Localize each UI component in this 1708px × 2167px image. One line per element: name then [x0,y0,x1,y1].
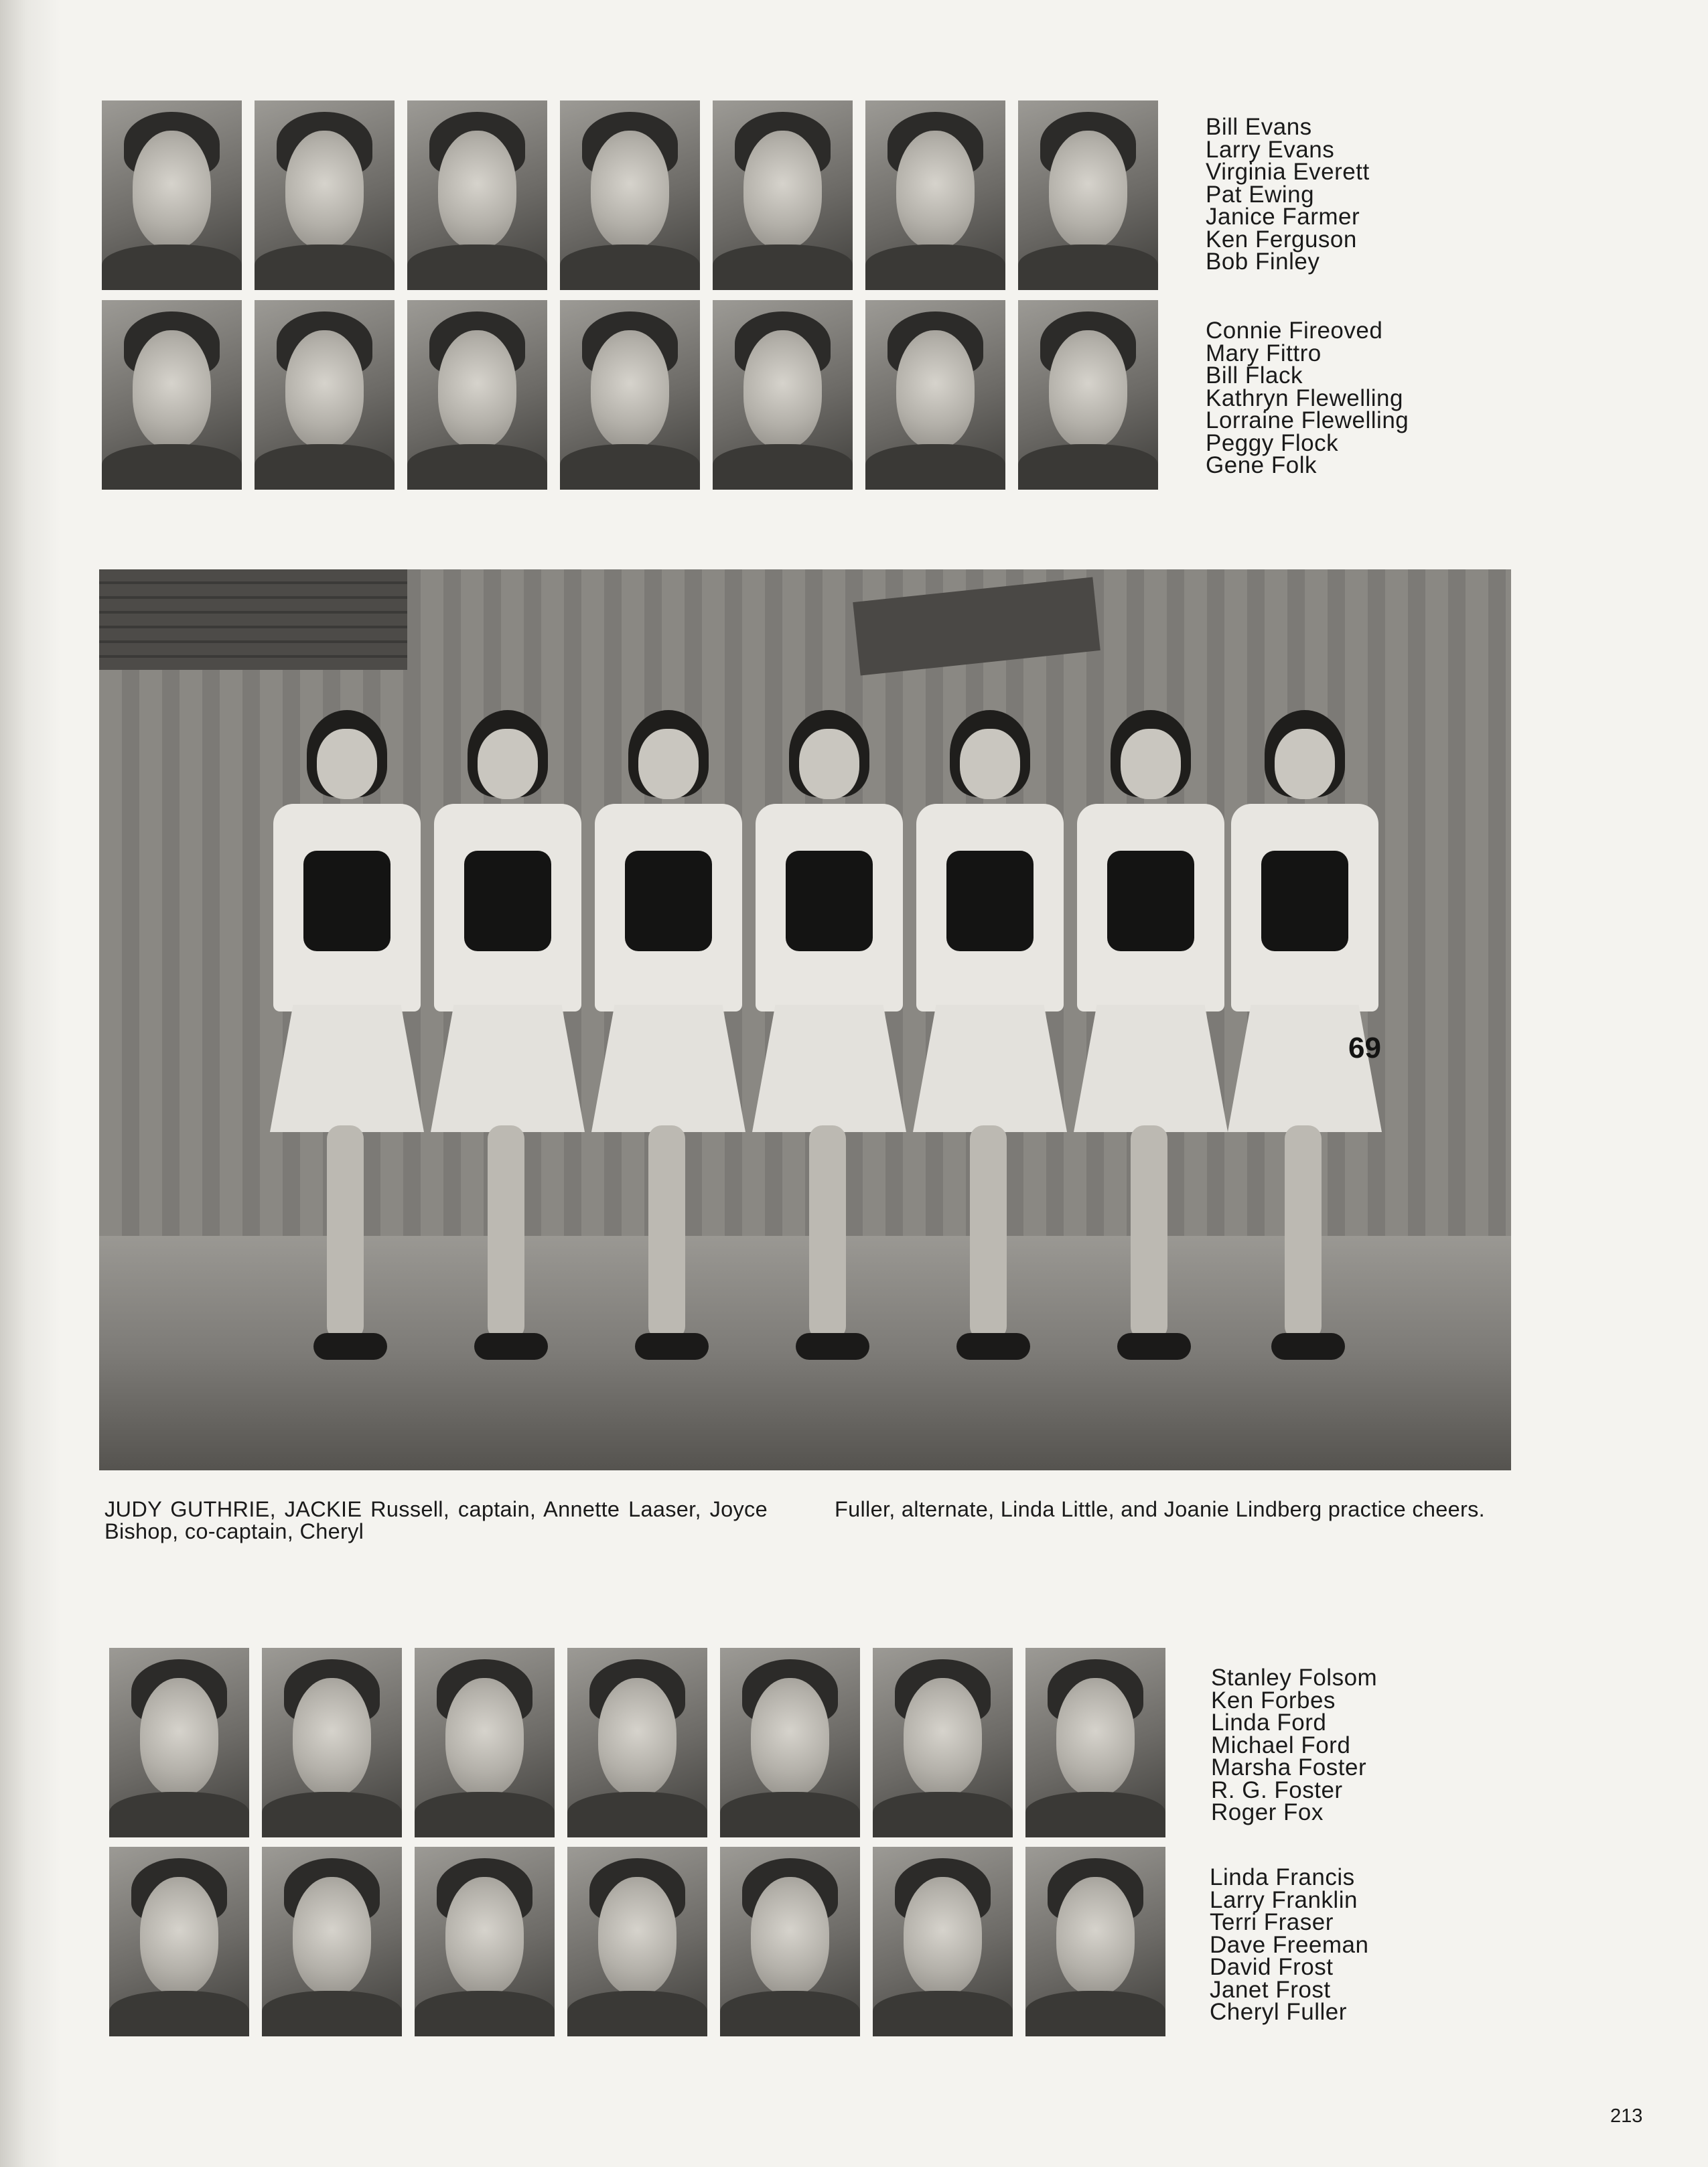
name-list-bottom-2 [1210,1866,1368,2024]
student-name: Connie Fireoved [1206,318,1383,344]
student-name: Ken Forbes [1211,1687,1336,1714]
portrait-photo [415,1847,555,2036]
student-name: Larry Franklin [1210,1886,1358,1913]
student-name: Bob Finley [1206,249,1320,275]
cheerleader-figure [267,710,421,1380]
student-name: Michael Ford [1211,1732,1351,1758]
portrait-row-top-2 [102,300,1158,490]
student-name: Gene Folk [1206,452,1317,478]
student-name: Linda Ford [1211,1709,1327,1736]
portrait-photo [407,100,547,290]
cheerleader-figure [1224,710,1381,1380]
portrait-photo [102,300,242,490]
student-name: Dave Freeman [1210,1931,1369,1958]
portrait-photo [407,300,547,490]
portrait-photo [415,1648,555,1837]
name-list-top-2 [1206,320,1409,477]
portrait-photo [1018,100,1158,290]
portrait-photo [109,1648,249,1837]
student-name: R. G. Foster [1211,1776,1343,1803]
student-name: Roger Fox [1211,1799,1324,1825]
portrait-photo [255,300,395,490]
portrait-row-bottom-1 [109,1648,1165,1837]
page-number: 213 [1610,2105,1643,2127]
student-name: Larry Evans [1206,136,1335,163]
portrait-photo [262,1648,402,1837]
name-list-bottom-1 [1211,1667,1377,1824]
portrait-photo [567,1648,707,1837]
student-name: Lorraine Flewelling [1206,407,1409,433]
cheerleader-figure [588,710,742,1380]
student-name: David Frost [1210,1954,1334,1980]
portrait-photo [713,100,853,290]
portrait-photo [713,300,853,490]
student-name: Linda Francis [1210,1864,1355,1890]
student-name: Cheryl Fuller [1210,1999,1347,2025]
student-name: Marsha Foster [1211,1754,1367,1780]
portrait-photo [567,1847,707,2036]
student-name: Virginia Everett [1206,159,1370,185]
portrait-photo [1018,300,1158,490]
cheerleader-group-photo [99,569,1511,1470]
portrait-photo [873,1648,1013,1837]
student-name: Bill Evans [1206,114,1312,140]
portrait-photo [720,1648,860,1837]
student-name: Janice Farmer [1206,204,1360,230]
name-list-top-1 [1206,116,1370,273]
student-name: Mary Fittro [1206,340,1322,366]
portrait-photo [255,100,395,290]
portrait-photo [560,300,700,490]
student-name: Ken Ferguson [1206,226,1357,253]
student-name: Pat Ewing [1206,181,1315,208]
student-name: Stanley Folsom [1211,1665,1378,1691]
sweater-number: 69 [1348,1032,1381,1064]
cheerleader-figure [1070,710,1224,1380]
student-name: Bill Flack [1206,362,1303,389]
portrait-photo [720,1847,860,2036]
photo-caption-right: Fuller, alternate, Linda Little, and Joanie Lindberg practice cheers. [835,1497,1486,1521]
student-name: Terri Fraser [1210,1909,1334,1935]
student-name: Kathryn Flewelling [1206,385,1403,411]
portrait-photo [102,100,242,290]
portrait-photo [873,1847,1013,2036]
student-name: Janet Frost [1210,1976,1331,2003]
portrait-photo [262,1847,402,2036]
portrait-row-bottom-2 [109,1847,1165,2036]
cheerleader-figure [427,710,581,1380]
portrait-photo [1025,1847,1165,2036]
photo-caption-left: JUDY GUTHRIE, JACKIE Russell, captain, Annette Laaser, Joyce Bishop, co-captain, Cheryl [104,1497,768,1543]
page-gutter-shadow [0,0,60,2167]
portrait-photo [865,300,1005,490]
cheerleader-figure [749,710,903,1380]
cheerleader-figure [910,710,1064,1380]
portrait-row-top-1 [102,100,1158,290]
student-name: Peggy Flock [1206,429,1339,456]
portrait-photo [865,100,1005,290]
photo-brick-building [99,569,407,670]
portrait-photo [1025,1648,1165,1837]
portrait-photo [109,1847,249,2036]
portrait-photo [560,100,700,290]
